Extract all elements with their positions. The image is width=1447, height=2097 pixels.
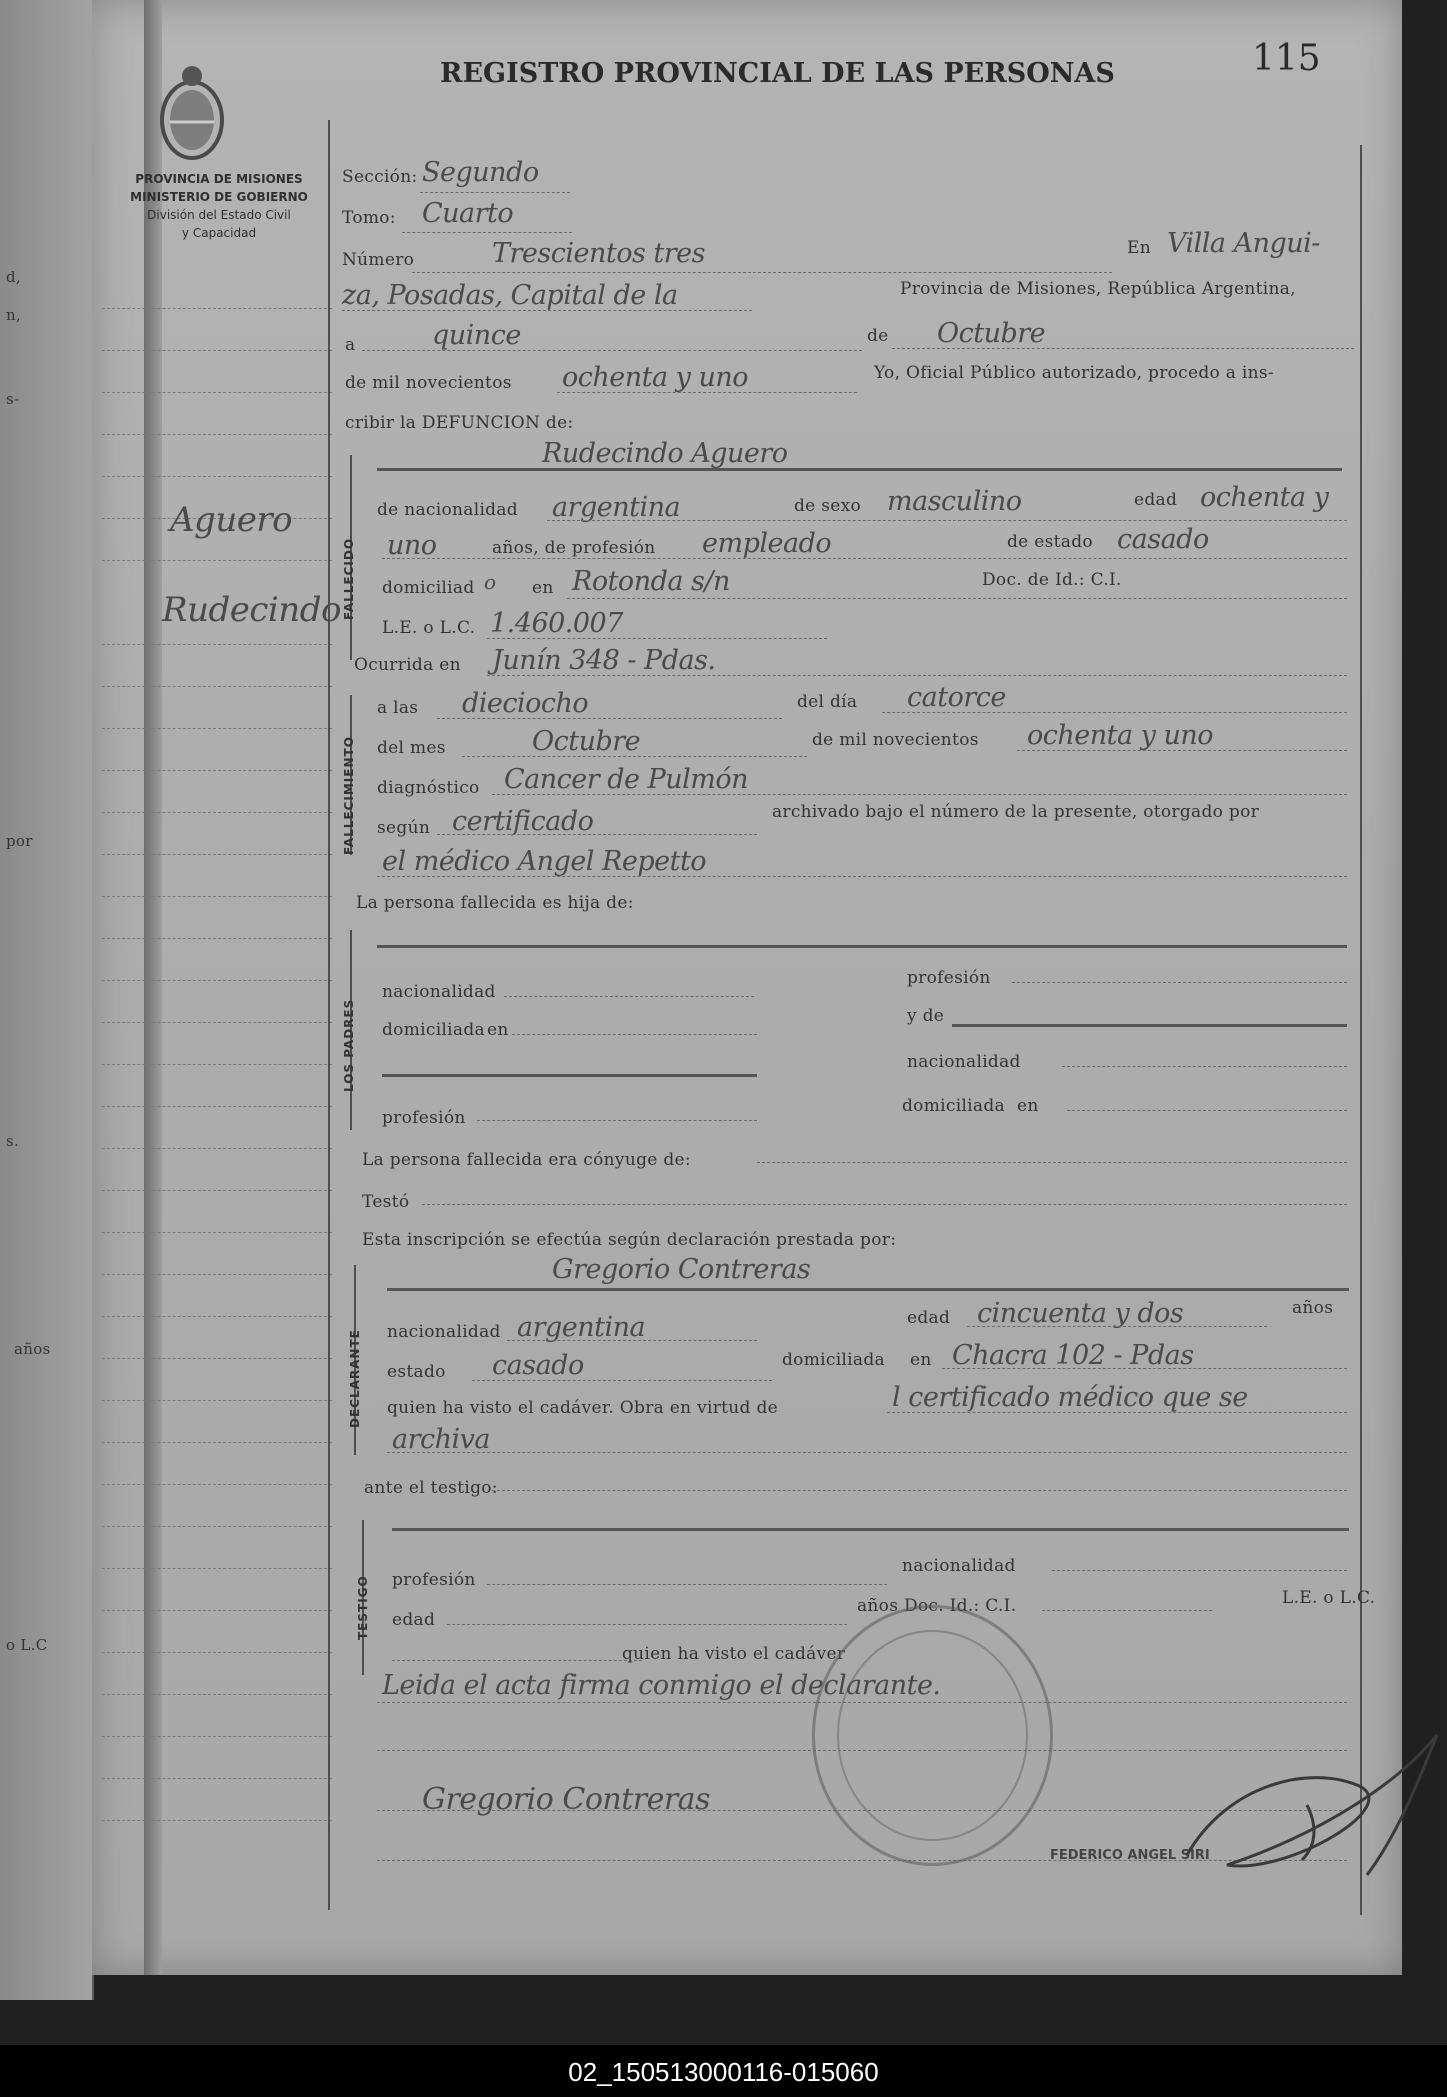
value-dec-estado: casado	[492, 1350, 584, 1381]
label-nacionalidad: de nacionalidad	[377, 500, 518, 520]
label-test-anos-doc: años Doc. Id.: C.I.	[857, 1596, 1017, 1616]
label-mil: de mil novecientos	[345, 373, 512, 393]
label-testigo: ante el testigo:	[364, 1478, 498, 1498]
value-estado: casado	[1117, 524, 1209, 555]
edge-text: o L.C	[6, 1636, 48, 1654]
label-hija: La persona fallecida es hija de:	[356, 893, 634, 913]
label-dec-en: en	[910, 1350, 932, 1370]
side-label-fallecido: FALLECIDO	[342, 537, 356, 620]
label-domiciliado: domiciliad	[382, 578, 475, 598]
label-padre-profesion: profesión	[907, 968, 991, 988]
label-madre-en: en	[1017, 1096, 1039, 1116]
value-en: Villa Angui-	[1167, 228, 1320, 259]
value-segun: certificado	[452, 806, 594, 837]
scan-id: 02_150513000116-015060	[568, 2057, 879, 2087]
label-test-nacionalidad: nacionalidad	[902, 1556, 1016, 1576]
edge-text: s.	[6, 1132, 20, 1150]
value-obra: l certificado médico que se	[892, 1382, 1248, 1413]
official-signature	[1167, 1725, 1447, 1885]
label-en-dom: en	[532, 578, 554, 598]
value-dia2: catorce	[907, 682, 1006, 713]
value-declarante-name: Gregorio Contreras	[552, 1254, 811, 1285]
label-le: L.E. o L.C.	[382, 618, 476, 638]
label-diagnostico: diagnóstico	[377, 778, 480, 798]
office-division: División del Estado Civil	[147, 208, 291, 222]
label-quien-cadaver: quien ha visto el cadáver	[622, 1644, 846, 1664]
margin-given-name: Rudecindo	[162, 590, 341, 630]
label-dec-nacionalidad: nacionalidad	[387, 1322, 501, 1342]
label-tomo: Tomo:	[342, 208, 396, 228]
register-page	[92, 0, 1402, 1975]
column-divider	[328, 120, 330, 1910]
scan-footer	[0, 2045, 1447, 2097]
label-inscripcion: Esta inscripción se efectúa según declaración prestada por:	[362, 1230, 897, 1250]
value-dec-nacionalidad: argentina	[517, 1312, 646, 1343]
label-quien: quien ha visto el cadáver. Obra en virtud de	[387, 1398, 778, 1418]
label-yo: Yo, Oficial Público autorizado, procedo a ins-	[874, 363, 1274, 383]
label-padre-nacionalidad: nacionalidad	[382, 982, 496, 1002]
value-dec-edad: cincuenta y dos	[977, 1298, 1184, 1329]
value-diagnostico: Cancer de Pulmón	[504, 764, 749, 795]
label-anos-profesion: años, de profesión	[492, 538, 656, 558]
margin-surname: Aguero	[170, 500, 293, 540]
label-dec-anos: años	[1292, 1298, 1334, 1318]
label-y-de: y de	[907, 1006, 945, 1026]
value-edad: ochenta y	[1200, 482, 1329, 513]
official-seal	[812, 1605, 1053, 1866]
edge-text: d,	[6, 268, 21, 286]
declarant-signature: Gregorio Contreras	[422, 1782, 710, 1817]
page-title: REGISTRO PROVINCIAL DE LAS PERSONAS	[440, 58, 1115, 89]
label-en: En	[1127, 238, 1151, 258]
value-obra-cont: archiva	[392, 1424, 491, 1455]
label-doc: Doc. de Id.: C.I.	[982, 570, 1122, 590]
label-del-mes: del mes	[377, 738, 446, 758]
value-domicilio: Rotonda s/n	[572, 566, 730, 597]
office-province: PROVINCIA DE MISIONES	[135, 172, 303, 186]
label-dec-edad: edad	[907, 1308, 951, 1328]
value-anio2: ochenta y uno	[1027, 720, 1214, 751]
label-madre-profesion: profesión	[382, 1108, 466, 1128]
label-numero: Número	[342, 250, 415, 270]
official-name: FEDERICO ANGEL SIRI	[1050, 1848, 1210, 1863]
office-ministry: MINISTERIO DE GOBIERNO	[130, 190, 308, 204]
office-capacity: y Capacidad	[181, 226, 257, 240]
label-test-lelc: L.E. o L.C.	[1282, 1588, 1376, 1608]
value-tomo: Cuarto	[422, 198, 514, 229]
label-dec-domiciliada: domiciliada	[782, 1350, 885, 1370]
label-de-mil: de mil novecientos	[812, 730, 979, 750]
value-month: Octubre	[937, 318, 1046, 349]
label-a-las: a las	[377, 698, 419, 718]
previous-page-edge	[0, 0, 94, 2000]
value-ocurrida: Junín 348 - Pdas.	[492, 645, 716, 676]
label-sexo: de sexo	[794, 496, 862, 516]
edge-text: años	[14, 1340, 51, 1358]
label-test-profesion: profesión	[392, 1570, 476, 1590]
edge-text: n,	[6, 306, 22, 324]
value-place: za, Posadas, Capital de la	[342, 280, 678, 311]
value-leida: Leida el acta firma conmigo el declarante.	[382, 1670, 941, 1701]
label-test-edad: edad	[392, 1610, 436, 1630]
edge-text: s-	[6, 390, 20, 408]
value-profesion: empleado	[702, 528, 832, 559]
label-archivado: archivado bajo el número de la presente, otorgado por	[772, 802, 1260, 822]
label-seccion: Sección:	[342, 167, 418, 187]
value-year: ochenta y uno	[562, 362, 749, 393]
label-padre-en: en	[487, 1020, 509, 1040]
label-provincia: Provincia de Misiones, República Argentina,	[900, 279, 1296, 299]
value-day: quince	[432, 320, 521, 351]
folio-number: 115	[1252, 38, 1321, 79]
value-sexo: masculino	[887, 486, 1022, 517]
right-border	[1360, 145, 1362, 1915]
label-dec-estado: estado	[387, 1362, 446, 1382]
label-madre-nacionalidad: nacionalidad	[907, 1052, 1021, 1072]
value-mes2: Octubre	[532, 726, 641, 757]
label-cribir: cribir la DEFUNCION de:	[345, 413, 574, 433]
label-estado: de estado	[1007, 532, 1093, 552]
value-numero: Trescientos tres	[492, 238, 706, 269]
label-conyuge: La persona fallecida era cónyuge de:	[362, 1150, 691, 1170]
value-deceased-name: Rudecindo Aguero	[542, 438, 788, 469]
edge-text: por	[6, 832, 33, 850]
value-dec-domicilio: Chacra 102 - Pdas	[952, 1340, 1194, 1371]
side-label-fallecimiento: FALLECIMIENTO	[342, 736, 356, 855]
label-segun: según	[377, 818, 431, 838]
value-hora: dieciocho	[462, 688, 589, 719]
label-a: a	[345, 335, 356, 355]
label-de: de	[867, 326, 889, 346]
value-le: 1.460.007	[490, 608, 623, 639]
label-testo: Testó	[362, 1192, 410, 1212]
label-padre-domiciliada: domiciliada	[382, 1020, 485, 1040]
label-ocurrida: Ocurrida en	[354, 655, 461, 675]
value-edad-cont: uno	[387, 530, 437, 561]
label-edad: edad	[1134, 490, 1178, 510]
label-madre-domiciliada: domiciliada	[902, 1096, 1005, 1116]
label-del-dia: del día	[797, 692, 858, 712]
value-sufijo: o	[484, 570, 496, 594]
value-seccion: Segundo	[422, 157, 539, 188]
side-label-testigo: TESTIGO	[356, 1575, 370, 1640]
side-label-declarante: DECLARANTE	[348, 1329, 362, 1428]
side-label-padres: LOS PADRES	[342, 998, 356, 1092]
value-medico: el médico Angel Repetto	[382, 846, 707, 877]
margin-column	[102, 0, 332, 1975]
value-nacionalidad: argentina	[552, 492, 681, 523]
